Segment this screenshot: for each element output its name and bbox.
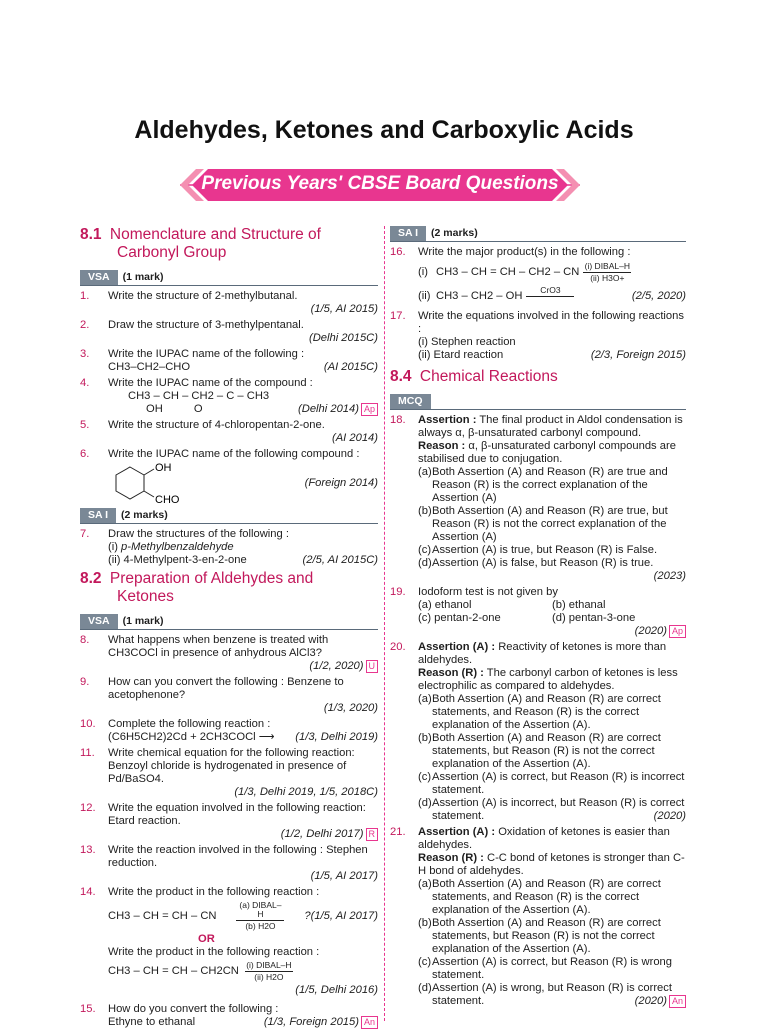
question-11: 11. Write chemical equation for the following reaction: Benzoyl chloride is hydrogenated in presence of Pd/BaSO4. (1/3, Delhi 2019, 1/5, 2018C): [80, 747, 378, 798]
tag-bar: SA I (2 marks): [80, 508, 378, 524]
reaction-arrow: (i) DIBAL–H (ii) H2O: [246, 960, 292, 982]
question-12: 12. Write the equation involved in the following reaction: Etard reaction. (1/2, Delhi 2017) R: [80, 802, 378, 841]
section-banner: [180, 167, 580, 203]
question-7: 7. Draw the structures of the following : (i) p-Methylbenzaldehyde (ii) 4-Methylpent-3-en-2-one (2/5, AI 2015C): [80, 528, 378, 566]
question-2: 2. Draw the structure of 3-methylpentanal. (Delhi 2015C): [80, 319, 378, 344]
question-4: 4. Write the IUPAC name of the compound : CH3 – CH – CH2 – C – CH3 OH O (Delhi 2014) Ap: [80, 377, 378, 416]
benzene-structure: [108, 461, 188, 505]
question-20: 20. Assertion (A) : Reactivity of ketones is more than aldehydes. Reason (R) : The carbonyl carbon of ketones is less electrophilic as compared to aldehydes. (a) Both Assertion (A) and Reason (R) are correct statements, and Reason (R) is the correct explanation of the Assertion (A). (b) Both Assertion (A) and Reason (R) are correct statements, but Reason (R) is not the correct explanation of the Assertion (A). (c) Assertion (A) is correct, but Reason (R) is incorrect statement. (d) Assertion (A) is incorrect, but Reason (R) is correct statement. (2020): [390, 641, 686, 822]
banner-text: Previous Years' CBSE Board Questions: [201, 173, 559, 194]
question-19: 19. Iodoform test is not given by (a) ethanol (b) ethanal (c) pentan-2-one (d) pentan-3-one (2020) Ap: [390, 586, 686, 638]
question-6: 6. Write the IUPAC name of the following compound : OH CHO (Foreign 2014): [80, 448, 378, 505]
question-18: 18. Assertion : The final product in Aldol condensation is always α, β-unsaturated carbonyl compound. Reason : α, β-unsaturated carbonyl compounds are stabilised due to conjugation. (a) Both Assertion (A) and Reason (R) are true and Reason (R) is the correct explanation of the Assertion (A) (b) Both Assertion (A) and Reason (R) are true, but Reason (R) is not the correct explanation of the Assertion (A) (c) Assertion (A) is true, but Reason (R) is False. (d) Assertion (A) is false, but Reason (R) is true. (2023): [390, 414, 686, 582]
svg-text:CHO: CHO: [155, 494, 180, 505]
r-icon: R: [366, 828, 379, 841]
question-5: 5. Write the structure of 4-chloropentan-2-one. (AI 2014): [80, 419, 378, 444]
tag-bar: SA I (2 marks): [390, 226, 686, 242]
question-10: 10. Complete the following reaction : (C6H5CH2)2Cd + 2CH3COCl ⟶ (1/3, Delhi 2019): [80, 718, 378, 743]
question-13: 13. Write the reaction involved in the following : Stephen reduction. (1/5, AI 2017): [80, 844, 378, 882]
section-heading: 8.4 Chemical Reactions: [390, 368, 558, 385]
tag-bar: VSA (1 mark): [80, 614, 378, 630]
u-icon: U: [366, 660, 379, 673]
an-icon: An: [669, 995, 686, 1008]
svg-text:OH: OH: [155, 462, 172, 474]
ap-icon: Ap: [669, 625, 686, 638]
tag-bar: VSA (1 mark): [80, 270, 378, 286]
reaction-arrow: CrO3: [526, 286, 574, 307]
question-3: 3. Write the IUPAC name of the following : CH3–CH2–CHO (AI 2015C): [80, 348, 378, 373]
tag-bar: MCQ: [390, 394, 686, 410]
section-heading: 8.1 Nomenclature and Structure of Carbonyl Group: [80, 226, 321, 261]
question-9: 9. How can you convert the following : Benzene to acetophenone? (1/3, 2020): [80, 676, 378, 714]
question-1: 1. Write the structure of 2-methylbutanal. (1/5, AI 2015): [80, 290, 378, 315]
question-16: 16. Write the major product(s) in the following : (i) CH3 – CH = CH – CH2 – CN (i) DIBAL–H (ii) H3O+ (ii) CH3 – CH2 – OH CrO3 (2/5, 2020): [390, 246, 686, 307]
question-15: 15. How do you convert the following : Ethyne to ethanal (1/3, Foreign 2015) An: [80, 1003, 378, 1029]
reaction-arrow: (a) DIBAL–H (b) H2O: [236, 901, 284, 931]
left-column: [80, 224, 378, 1032]
column-divider: [384, 226, 385, 1021]
an-icon: An: [361, 1016, 378, 1029]
question-14: 14. Write the product in the following reaction : CH3 – CH = CH – CN (a) DIBAL–H (b) H2O ?(1/5, AI 2017) OR Write the product in the following reaction : CH3 – CH = CH – CH2CN (i) DIBAL–H (ii) H2O (1/5, Delhi 2016): [80, 886, 378, 996]
page-title: Aldehydes, Ketones and Carboxylic Acids: [134, 116, 634, 144]
ap-icon: Ap: [361, 403, 378, 416]
question-8: 8. What happens when benzene is treated with CH3COCl in presence of anhydrous AlCl3? (1/2, 2020) U: [80, 634, 378, 673]
right-column: [390, 224, 686, 1011]
question-17: 17. Write the equations involved in the following reactions : (i) Stephen reaction (ii) Etard reaction (2/3, Foreign 2015): [390, 310, 686, 361]
reaction-arrow: (i) DIBAL–H (ii) H3O+: [584, 261, 630, 283]
question-21: 21. Assertion (A) : Oxidation of ketones is easier than aldehydes. Reason (R) : C-C bond of ketones is stronger than C-H bond of aldehydes. (a) Both Assertion (A) and Reason (R) are correct statements, and Reason (R) is the correct explanation of the Assertion (A). (b) Both Assertion (A) and Reason (R) are correct statements, but Reason (R) is not the correct explanation of the Assertion (A). (c) Assertion (A) is correct, but Reason (R) is wrong statement. (d) Assertion (A) is wrong, but Reason (R) is correct statement. (2020) An: [390, 826, 685, 1007]
section-heading: 8.2 Preparation of Aldehydes and Ketones: [80, 570, 314, 605]
